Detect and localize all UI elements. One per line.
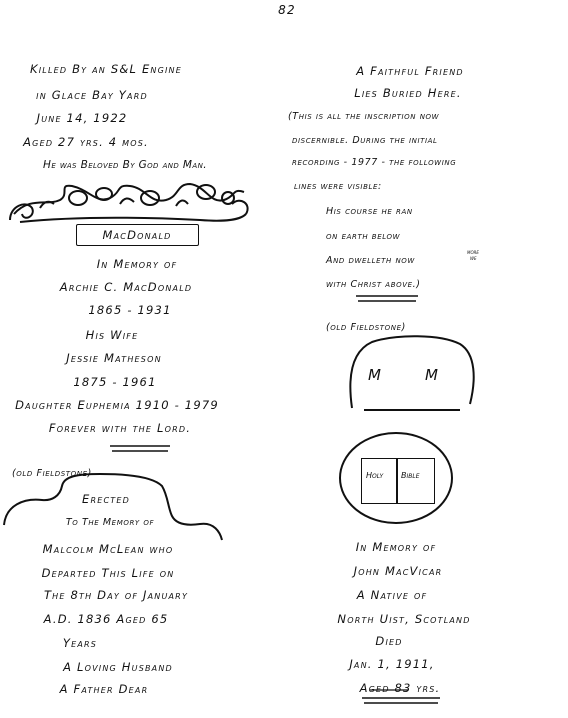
right-top-line-2: Lies Buried Here.	[354, 86, 462, 100]
bible-word-1: Holy	[366, 471, 384, 480]
mclean-line-2: Departed This Life on	[41, 566, 175, 580]
macvicar-line-7: Aged 83 yrs.	[359, 681, 441, 695]
page-number: 82	[278, 3, 296, 17]
right-top-line-9: And dwelleth now	[326, 255, 415, 266]
left-top-line-5: He was Beloved By God and Man.	[43, 159, 207, 171]
right-top-line-7: His course he ran	[326, 206, 413, 217]
mclean-line-4: A.D. 1836 Aged 65	[43, 612, 169, 626]
left-top-line-1: Killed By an S&L Engine	[29, 62, 183, 76]
floral-scroll-ornament	[10, 184, 248, 222]
family-line-4: His Wife	[85, 328, 139, 342]
mclean-line-7: A Father Dear	[59, 682, 149, 696]
initial-1: M	[368, 366, 383, 384]
left-top-line-3: June 14, 1922	[36, 111, 128, 125]
left-fieldstone-label: (old Fieldstone)	[12, 468, 92, 479]
right-top-line-3: (This is all the inscription now	[288, 111, 440, 122]
macvicar-line-5: Died	[375, 634, 403, 648]
family-line-5: Jessie Matheson	[66, 351, 162, 365]
macvicar-line-1: In Memory of	[355, 540, 437, 554]
mclean-line-6: A Loving Husband	[63, 660, 173, 674]
left-top-line-2: in Glace Bay Yard	[36, 88, 148, 102]
right-fieldstone-label: (old Fieldstone)	[326, 322, 406, 333]
erected-line-1: Erected	[82, 492, 130, 506]
macvicar-line-3: A Native of	[356, 588, 428, 602]
right-top-line-4: discernible. During the initial	[292, 135, 438, 146]
bible-word-2: Bible	[401, 471, 420, 480]
family-line-3: 1865 - 1931	[88, 303, 172, 317]
right-top-line-6: lines were visible:	[294, 181, 382, 192]
erected-line-2: To The Memory of	[65, 517, 155, 528]
mclean-fieldstone-outline	[4, 474, 222, 540]
macvicar-line-6: Jan. 1, 1911,	[349, 657, 435, 671]
family-line-7: Daughter Euphemia 1910 - 1979	[15, 398, 219, 412]
family-line-6: 1875 - 1961	[73, 375, 157, 389]
right-top-line-10: with Christ above.)	[326, 279, 421, 290]
initial-2: M	[425, 366, 440, 384]
superscript-note-2: we	[470, 256, 477, 262]
mclean-line-1: Malcolm McLean who	[42, 542, 174, 556]
left-top-line-4: Aged 27 yrs. 4 mos.	[23, 135, 149, 149]
family-line-1: In Memory of	[96, 257, 178, 271]
family-line-8: Forever with the Lord.	[48, 421, 192, 435]
family-name: MacDonald	[102, 228, 172, 242]
bible-cover	[361, 458, 435, 504]
macvicar-line-2: John MacVicar	[353, 564, 443, 578]
macvicar-line-4: North Uist, Scotland	[337, 612, 471, 626]
superscript-note-1: more	[467, 250, 479, 256]
mclean-line-5: Years	[62, 636, 98, 650]
family-line-2: Archie C. MacDonald	[59, 280, 193, 294]
right-top-line-5: recording - 1977 - the following	[292, 157, 457, 168]
right-top-line-1: A Faithful Friend	[356, 64, 464, 78]
mclean-line-3: The 8th Day of January	[43, 588, 189, 602]
right-top-line-8: on earth below	[326, 231, 401, 242]
bible-spine	[396, 458, 398, 504]
